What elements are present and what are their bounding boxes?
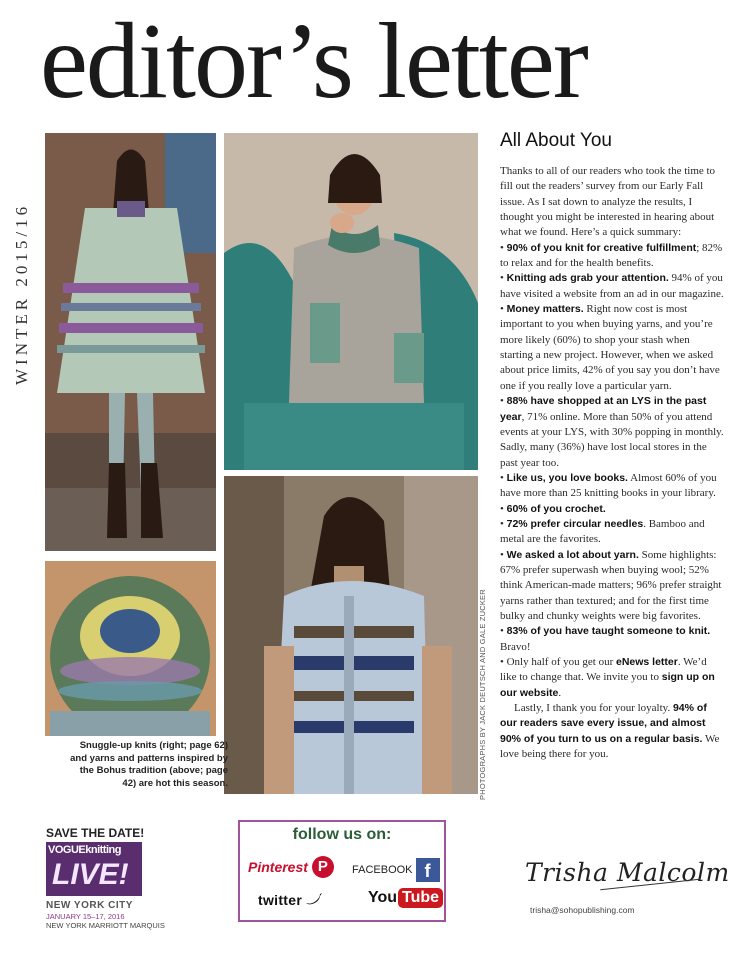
vk-live-logo: VOGUEknitting LIVE! [46,842,142,896]
masthead-title: editor’s letter [40,2,587,121]
list-item: • 72% prefer circular needles. Bamboo and metal are the favorites. [500,517,705,546]
editor-email[interactable]: trisha@sohopublishing.com [530,905,635,915]
article-title: All About You [500,130,612,151]
list-item: • Like us, you love books. Almost 60% of you have more than 25 knitting books in your library. [500,471,717,500]
event-dates: JANUARY 15–17, 2016 [46,912,125,921]
list-item: • We asked a lot about yarn. Some highlights: 67% prefer superwash when buying wool; 52% think American-made matters; 96% prefer straight yarns rather than textured; and for the first time bulky and chunky weights were big favorites. [500,548,722,622]
facebook-label: FACEBOOK [352,864,413,876]
editor-article [500,130,725,762]
facebook-link[interactable] [352,858,440,882]
list-item: • 88% have shopped at an LYS in the past year, 71% online. More than 50% of you attend events at your LYS, with 30% popping in monthly. Sadly, many (36%) have lost local stores in the past year too. [500,395,724,469]
photo-hat [45,561,216,736]
event-venue: NEW YORK MARRIOTT MARQUIS [46,921,165,930]
photo-vest [224,476,478,794]
article-body [500,164,725,762]
youtube-icon: Tube [398,888,443,908]
twitter-link[interactable] [258,892,322,908]
photo-credit: PHOTOGRAPHS BY JACK DEUTSCH AND GALE ZUCKER [478,589,487,800]
twitter-label: twitter [258,892,303,908]
facebook-icon: f [416,858,440,882]
enews-item: • Only half of you get our eNews letter. We’d like to change that. We invite you to sign up on our website. [500,656,715,699]
list-item: • Knitting ads grab your attention. 94% of you have visited a website from an ad in our magazine. [500,272,724,300]
pinterest-label: Pinterest [248,859,308,875]
list-item: • 60% of you crochet. [500,502,606,515]
save-the-date [46,826,166,930]
photo-poncho [45,133,216,551]
follow-us-box [238,820,446,922]
list-item: • 83% of you have taught someone to knit. Bravo! [500,625,711,653]
list-item: • 90% of you knit for creative fulfillment; 82% to relax and for the health benefits. [500,241,723,270]
issue-date: WINTER 2015/16 [12,202,31,385]
youtube-link[interactable] [368,888,443,908]
pinterest-link[interactable] [248,856,334,878]
follow-heading: follow us on: [292,826,392,843]
event-city: NEW YORK CITY [46,900,133,911]
save-date-heading: SAVE THE DATE! [46,826,145,840]
editor-signature: Trisha Malcolm [525,858,730,887]
list-item: • Money matters. Right now cost is most important to you when buying yarns, and you’re more likely (60%) to shop your stash when starting a new project. However, when we asked about price limits, 42% of you say you don’t have one if you really love a particular yarn. [500,303,720,392]
photo-caption: Snuggle-up knits (right; page 62) and yarns and patterns inspired by the Bohus tradition (above; page 42) are hot this season. [70,740,228,789]
youtube-you: You [368,889,398,906]
closing-paragraph: Lastly, I thank you for your loyalty. 94% of our readers save every issue, and almost 90% of you turn to us on a regular basis. We love being there for you. [500,702,720,761]
photo-cardigan [224,133,478,470]
pinterest-icon: P [312,856,334,878]
twitter-bird-icon [306,892,322,908]
article-intro: Thanks to all of our readers who took the time to fill out the readers’ survey from our Early Fall issue. As I sat down to analyze the results, I thought you might be interested in hearing about what we found. Here’s a quick summary: [500,165,716,239]
